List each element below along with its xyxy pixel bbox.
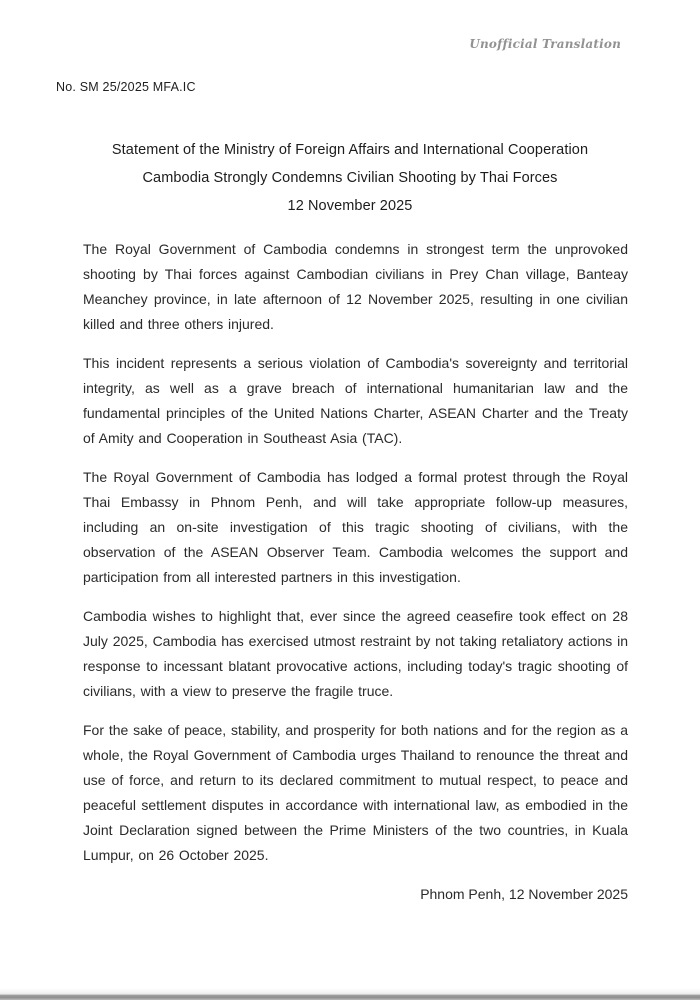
title-line-3: 12 November 2025 [287, 198, 413, 214]
title-line-2: Cambodia Strongly Condemns Civilian Shooting by Thai Forces [142, 170, 558, 186]
paragraph-5: For the sake of peace, stability, and prosperity for both nations and for the region as a whole, the Royal Government of Cambodia urges Thailand to renounce the threat and use of force, and return to its declared commitment to mutual respect, to peace and peaceful settlement disputes in accordance with international law, as embodied in the Joint Declaration signed between the Prime Ministers of the two countries, in Kuala Lumpur, on 26 October 2025. [83, 722, 628, 863]
page-bottom-edge [0, 988, 700, 1000]
signoff: Phnom Penh, 12 November 2025 [420, 886, 628, 902]
document-body [83, 237, 628, 868]
document-number: No. SM 25/2025 MFA.IC [56, 80, 196, 94]
paragraph-2: This incident represents a serious violation of Cambodia's sovereignty and territorial integrity, as well as a grave breach of international humanitarian law and the fundamental principles of the United Nations Charter, ASEAN Charter and the Treaty of Amity and Cooperation in Southeast Asia (TAC). [83, 355, 628, 446]
paragraph-1: The Royal Government of Cambodia condemns in strongest term the unprovoked shooting by Thai forces against Cambodian civilians in Prey Chan village, Banteay Meanchey province, in late afternoon of 12 November 2025, resulting in one civilian killed and three others injured. [83, 241, 628, 332]
translation-note: Unofficial Translation [469, 37, 621, 51]
paragraph-3: The Royal Government of Cambodia has lodged a formal protest through the Royal Thai Embassy in Phnom Penh, and will take appropriate follow-up measures, including an on-site investigation of this tragic shooting of civilians, with the observation of the ASEAN Observer Team. Cambodia welcomes the support and participation from all interested partners in this investigation. [83, 469, 628, 585]
paragraph-4: Cambodia wishes to highlight that, ever since the agreed ceasefire took effect on 28 July 2025, Cambodia has exercised utmost restraint by not taking retaliatory actions in response to incessant blatant provocative actions, including today's tragic shooting of civilians, with a view to preserve the fragile truce. [83, 608, 628, 699]
title-line-1: Statement of the Ministry of Foreign Affairs and International Cooperation [111, 142, 589, 158]
document-title [0, 0, 700, 220]
